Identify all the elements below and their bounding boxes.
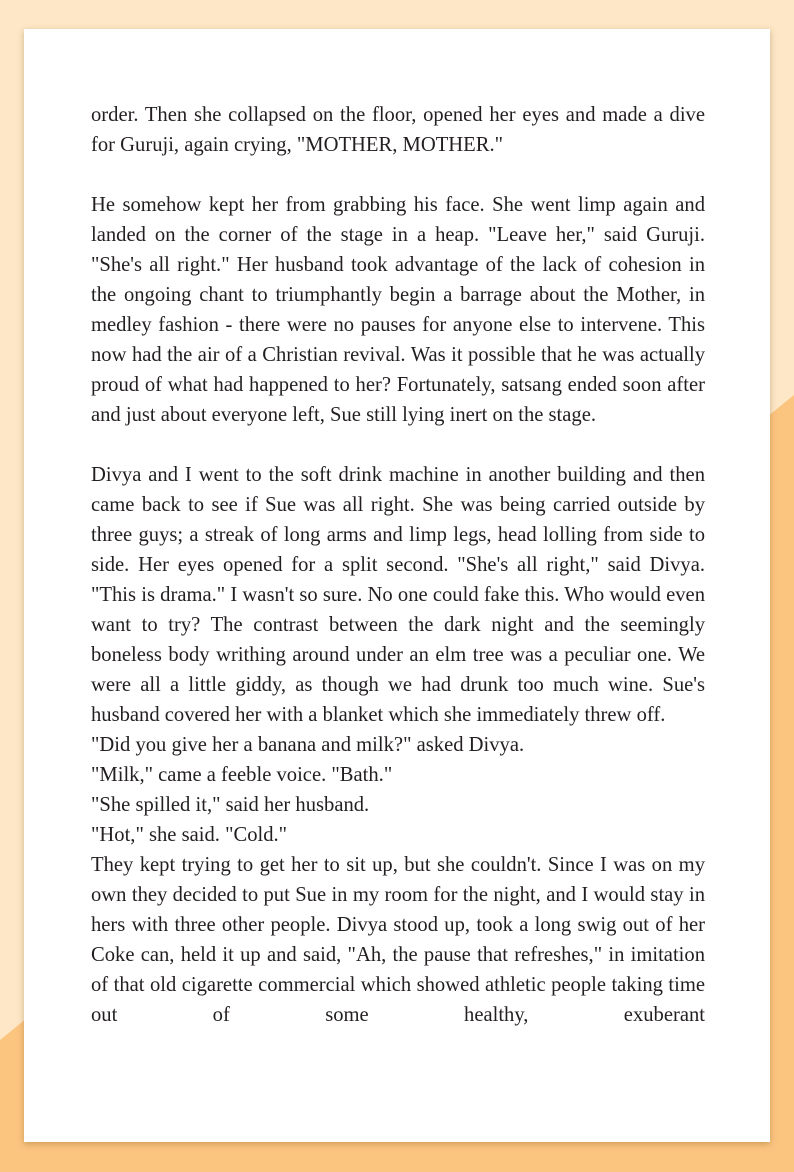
page-body-text <box>91 100 705 1030</box>
paragraph: He somehow kept her from grabbing his face. She went limp again and landed on the corner of the stage in a heap. "Leave her," said Guruji. "She's all right." Her husband took advantage of the lack of cohesion in the ongoing chant to triumphantly begin a barrage about the Mother, in medley fashion - there were no pauses for anyone else to intervene. This now had the air of a Christian revival. Was it possible that he was actually proud of what had happened to her? Fortunately, satsang ended soon after and just about everyone left, Sue still lying inert on the stage. <box>91 194 705 426</box>
dialogue-line: "Milk," came a feeble voice. "Bath." <box>91 764 393 786</box>
dialogue-line: "Did you give her a banana and milk?" asked Divya. <box>91 734 525 756</box>
dialogue-line: "Hot," she said. "Cold." <box>91 824 288 846</box>
book-page <box>24 29 770 1142</box>
paragraph: They kept trying to get her to sit up, but she couldn't. Since I was on my own they decided to put Sue in my room for the night, and I would stay in hers with three other people. Divya stood up, took a long swig out of her Coke can, held it up and said, "Ah, the pause that refreshes," in imitation of that old cigarette commercial which showed athletic people taking time out of some healthy, exuberant <box>91 854 705 1026</box>
paragraph: order. Then she collapsed on the floor, opened her eyes and made a dive for Guruji, again crying, "MOTHER, MOTHER." <box>91 104 705 156</box>
dialogue-line: "She spilled it," said her husband. <box>91 794 370 816</box>
paragraph: Divya and I went to the soft drink machine in another building and then came back to see if Sue was all right. She was being carried outside by three guys; a streak of long arms and limp legs, head lolling from side to side. Her eyes opened for a split second. "She's all right," said Divya. "This is drama." I wasn't so sure. No one could fake this. Who would even want to try? The contrast between the dark night and the seemingly boneless body writhing around under an elm tree was a peculiar one. We were all a little giddy, as though we had drunk too much wine. Sue's husband covered her with a blanket which she immediately threw off. <box>91 464 705 726</box>
